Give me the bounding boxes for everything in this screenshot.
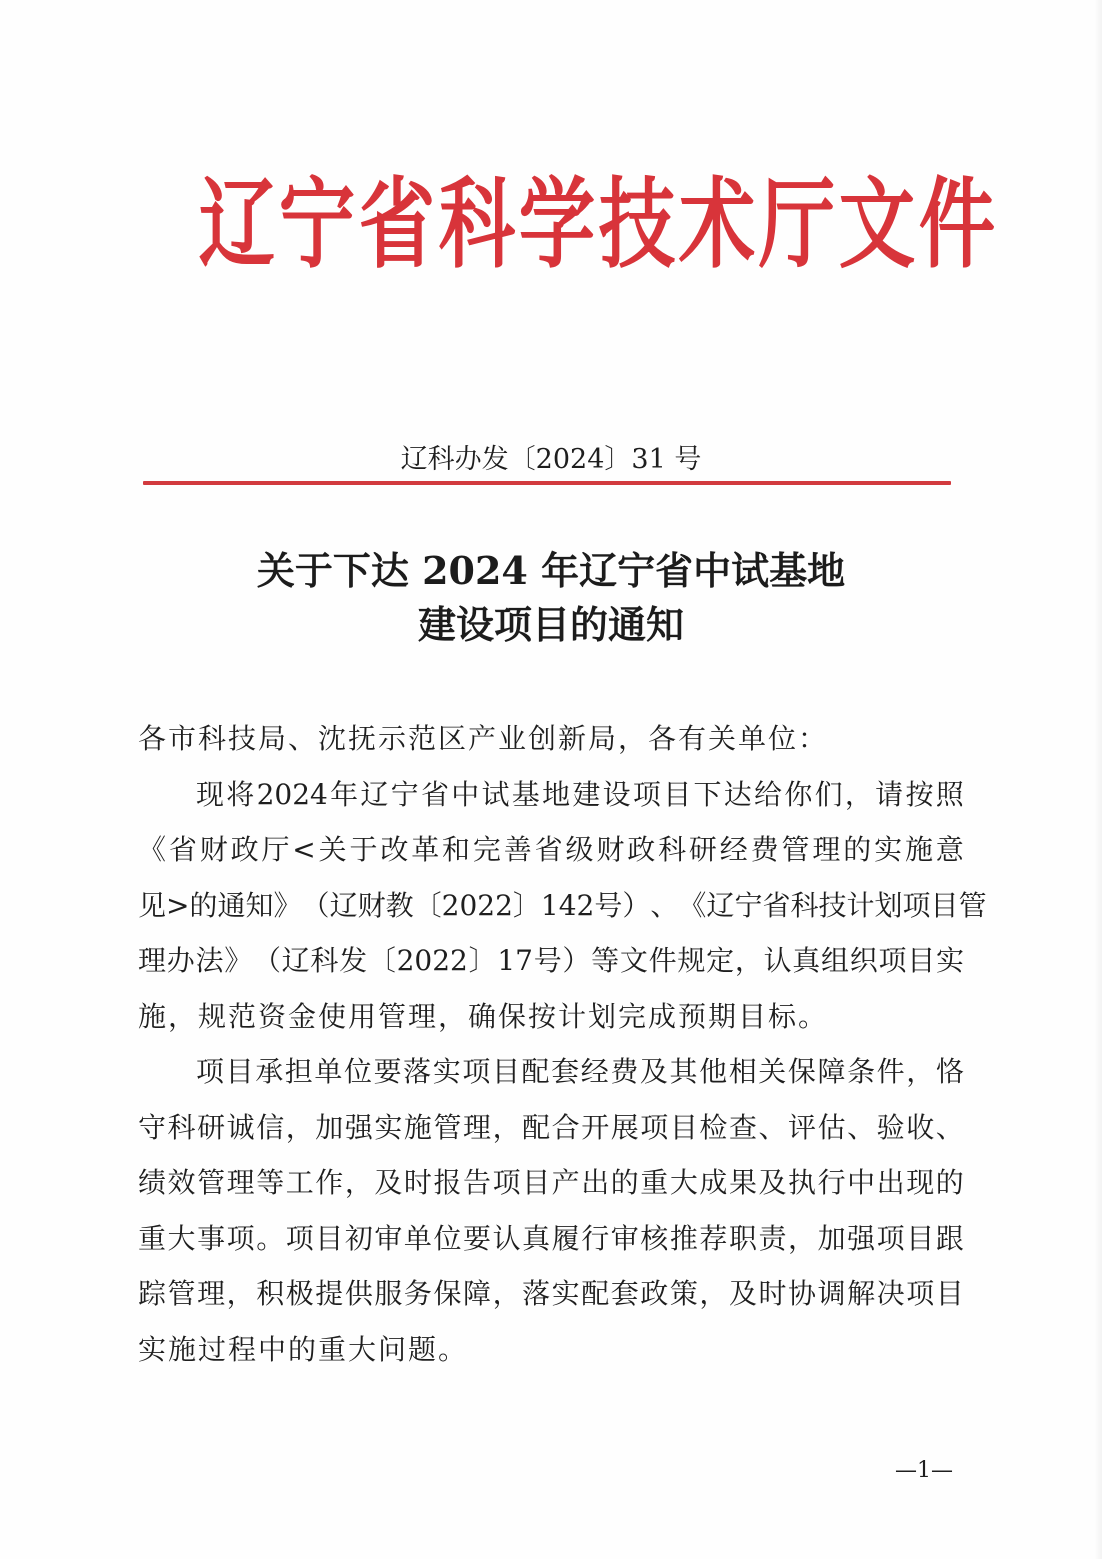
masthead-char: 文 xyxy=(838,168,916,282)
masthead-char: 省 xyxy=(358,168,436,282)
paragraph-line: 踪 管 理 ， 积 极 提 供 服 务 保 障 ， 落 实 配 套 政 策 ， 及 时 协 调 解 决 项 目 xyxy=(138,1277,964,1310)
paragraph-line: 理 办 法 》 （ 辽 科 发 〔 2022 〕 17 号 ） 等 文 件 规 定 ， 认 真 组 织 项 目 实 xyxy=(138,944,964,977)
paragraph-line: 重 大 事 项 。 项 目 初 审 单 位 要 认 真 履 行 审 核 推 荐 职 责 ， 加 强 项 目 跟 xyxy=(138,1221,964,1255)
masthead-char: 厅 xyxy=(758,168,836,282)
page-edge-shadow xyxy=(1094,0,1102,1559)
paragraph-line: 《 省 财 政 厅 < 关 于 改 革 和 完 善 省 级 财 政 科 研 经 费 管 理 的 实 施 意 xyxy=(138,833,964,866)
masthead-title xyxy=(190,168,996,283)
paragraph-line: 实施过程中的重大问题。 xyxy=(138,1332,469,1366)
masthead-char: 件 xyxy=(918,168,996,282)
document-number: 辽科办发〔2024〕31 号 xyxy=(400,444,702,475)
paragraph-line: 施，规范资金使用管理，确保按计划完成预期目标。 xyxy=(138,999,829,1033)
title-line-2: 建设项目的通知 xyxy=(417,602,684,647)
masthead-char: 学 xyxy=(518,168,596,282)
document-title xyxy=(0,544,1102,652)
page-number: —1— xyxy=(895,1458,953,1483)
paragraph-line: 现 将 2024 年 辽 宁 省 中 试 基 地 建 设 项 目 下 达 给 你 们 ， 请 按 照 xyxy=(196,777,964,811)
masthead-char: 术 xyxy=(678,168,756,282)
paragraph-line: 项 目 承 担 单 位 要 落 实 项 目 配 套 经 费 及 其 他 相 关 保 障 条 件 ， 恪 xyxy=(196,1055,964,1088)
masthead-char: 宁 xyxy=(278,168,356,282)
paragraph-line: 见 > 的 通 知 》 （ 辽 财 教 〔 2022 〕 142 号 ） 、 《 辽 宁 省 科 技 计 划 项 目 管 xyxy=(138,888,987,922)
masthead-char: 科 xyxy=(438,168,516,282)
title-line-1: 关于下达 2024 年辽宁省中试基地 xyxy=(256,548,846,593)
paragraph-line: 守 科 研 诚 信 ， 加 强 实 施 管 理 ， 配 合 开 展 项 目 检 查 、 评 估 、 验 收 、 xyxy=(138,1110,964,1144)
paragraph-2 xyxy=(138,1049,964,1382)
salutation: 各市科技局、沈抚示范区产业创新局，各有关单位： xyxy=(138,722,829,755)
masthead-char: 辽 xyxy=(198,168,276,282)
red-separator-rule xyxy=(143,481,951,485)
paragraph-1 xyxy=(138,772,987,1050)
masthead-char: 技 xyxy=(598,168,676,282)
paragraph-line: 绩 效 管 理 等 工 作 ， 及 时 报 告 项 目 产 出 的 重 大 成 果 及 执 行 中 出 现 的 xyxy=(138,1166,964,1199)
document-body xyxy=(138,716,987,1382)
